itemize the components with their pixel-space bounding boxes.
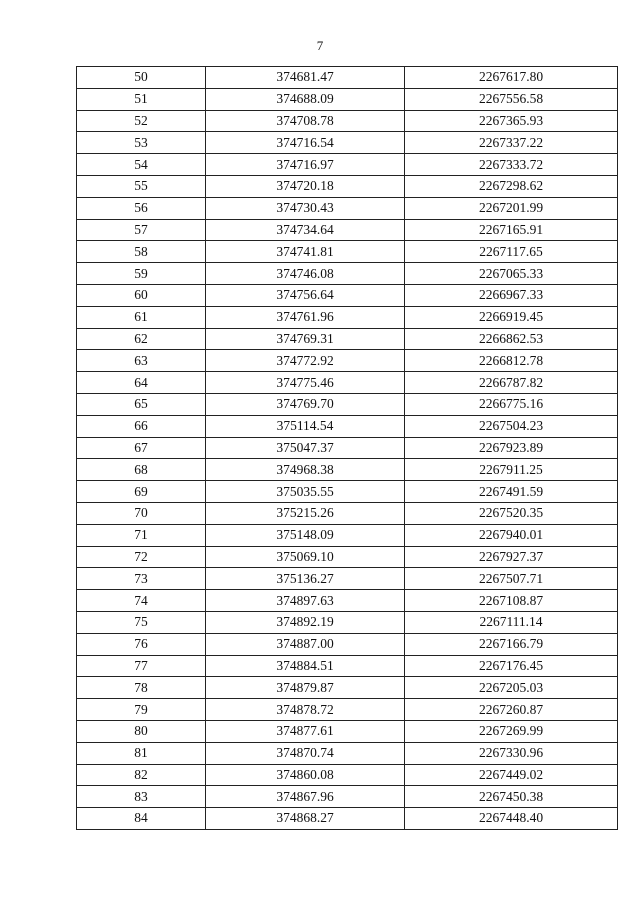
table-row	[77, 197, 618, 219]
table-row	[77, 110, 618, 132]
table-row	[77, 481, 618, 503]
table-row	[77, 132, 618, 154]
y-coordinate-cell: 2267911.25	[405, 459, 618, 481]
point-number-cell: 66	[77, 415, 206, 437]
table-row	[77, 808, 618, 830]
y-coordinate-cell: 2267333.72	[405, 154, 618, 176]
y-coordinate-cell: 2267507.71	[405, 568, 618, 590]
point-number-cell: 55	[77, 175, 206, 197]
point-number-cell: 60	[77, 284, 206, 306]
point-number-cell: 84	[77, 808, 206, 830]
x-coordinate-cell: 375114.54	[206, 415, 405, 437]
x-coordinate-cell: 374734.64	[206, 219, 405, 241]
x-coordinate-cell: 374772.92	[206, 350, 405, 372]
point-number-cell: 63	[77, 350, 206, 372]
table-row	[77, 88, 618, 110]
x-coordinate-cell: 375215.26	[206, 502, 405, 524]
x-coordinate-cell: 374708.78	[206, 110, 405, 132]
x-coordinate-cell: 374720.18	[206, 175, 405, 197]
x-coordinate-cell: 374968.38	[206, 459, 405, 481]
point-number-cell: 58	[77, 241, 206, 263]
x-coordinate-cell: 375069.10	[206, 546, 405, 568]
y-coordinate-cell: 2267269.99	[405, 720, 618, 742]
y-coordinate-cell: 2267330.96	[405, 742, 618, 764]
point-number-cell: 53	[77, 132, 206, 154]
y-coordinate-cell: 2267448.40	[405, 808, 618, 830]
y-coordinate-cell: 2267165.91	[405, 219, 618, 241]
x-coordinate-cell: 374870.74	[206, 742, 405, 764]
y-coordinate-cell: 2267449.02	[405, 764, 618, 786]
point-number-cell: 54	[77, 154, 206, 176]
point-number-cell: 61	[77, 306, 206, 328]
y-coordinate-cell: 2267491.59	[405, 481, 618, 503]
point-number-cell: 68	[77, 459, 206, 481]
x-coordinate-cell: 374892.19	[206, 611, 405, 633]
table-row	[77, 677, 618, 699]
table-row	[77, 263, 618, 285]
x-coordinate-cell: 374887.00	[206, 633, 405, 655]
x-coordinate-cell: 374897.63	[206, 590, 405, 612]
x-coordinate-cell: 374716.97	[206, 154, 405, 176]
point-number-cell: 59	[77, 263, 206, 285]
table-row	[77, 655, 618, 677]
x-coordinate-cell: 374868.27	[206, 808, 405, 830]
point-number-cell: 79	[77, 699, 206, 721]
y-coordinate-cell: 2266787.82	[405, 372, 618, 394]
x-coordinate-cell: 375148.09	[206, 524, 405, 546]
x-coordinate-cell: 374746.08	[206, 263, 405, 285]
table-row	[77, 502, 618, 524]
y-coordinate-cell: 2266812.78	[405, 350, 618, 372]
table-row	[77, 633, 618, 655]
table-row	[77, 393, 618, 415]
y-coordinate-cell: 2267923.89	[405, 437, 618, 459]
page-number: 7	[316, 38, 324, 53]
y-coordinate-cell: 2266775.16	[405, 393, 618, 415]
x-coordinate-cell: 374688.09	[206, 88, 405, 110]
table-row	[77, 175, 618, 197]
y-coordinate-cell: 2267111.14	[405, 611, 618, 633]
y-coordinate-cell: 2267927.37	[405, 546, 618, 568]
point-number-cell: 77	[77, 655, 206, 677]
x-coordinate-cell: 374884.51	[206, 655, 405, 677]
point-number-cell: 67	[77, 437, 206, 459]
y-coordinate-cell: 2267205.03	[405, 677, 618, 699]
point-number-cell: 82	[77, 764, 206, 786]
point-number-cell: 56	[77, 197, 206, 219]
table-row	[77, 786, 618, 808]
point-number-cell: 76	[77, 633, 206, 655]
y-coordinate-cell: 2267117.65	[405, 241, 618, 263]
point-number-cell: 57	[77, 219, 206, 241]
x-coordinate-cell: 374878.72	[206, 699, 405, 721]
table-row	[77, 154, 618, 176]
x-coordinate-cell: 375136.27	[206, 568, 405, 590]
y-coordinate-cell: 2267940.01	[405, 524, 618, 546]
point-number-cell: 71	[77, 524, 206, 546]
y-coordinate-cell: 2267337.22	[405, 132, 618, 154]
x-coordinate-cell: 375035.55	[206, 481, 405, 503]
table-row	[77, 350, 618, 372]
y-coordinate-cell: 2267520.35	[405, 502, 618, 524]
table-row	[77, 437, 618, 459]
y-coordinate-cell: 2266862.53	[405, 328, 618, 350]
point-number-cell: 70	[77, 502, 206, 524]
table-row	[77, 372, 618, 394]
table-row	[77, 699, 618, 721]
table-row	[77, 219, 618, 241]
y-coordinate-cell: 2267298.62	[405, 175, 618, 197]
x-coordinate-cell: 374761.96	[206, 306, 405, 328]
table-row	[77, 306, 618, 328]
y-coordinate-cell: 2266919.45	[405, 306, 618, 328]
point-number-cell: 62	[77, 328, 206, 350]
point-number-cell: 80	[77, 720, 206, 742]
y-coordinate-cell: 2267176.45	[405, 655, 618, 677]
x-coordinate-cell: 375047.37	[206, 437, 405, 459]
point-number-cell: 52	[77, 110, 206, 132]
table-row	[77, 415, 618, 437]
x-coordinate-cell: 374741.81	[206, 241, 405, 263]
x-coordinate-cell: 374681.47	[206, 67, 405, 89]
x-coordinate-cell: 374867.96	[206, 786, 405, 808]
point-number-cell: 78	[77, 677, 206, 699]
y-coordinate-cell: 2267065.33	[405, 263, 618, 285]
coordinates-table-body	[77, 67, 618, 830]
x-coordinate-cell: 374730.43	[206, 197, 405, 219]
y-coordinate-cell: 2267617.80	[405, 67, 618, 89]
table-row	[77, 284, 618, 306]
table-row	[77, 590, 618, 612]
point-number-cell: 83	[77, 786, 206, 808]
y-coordinate-cell: 2267365.93	[405, 110, 618, 132]
y-coordinate-cell: 2267201.99	[405, 197, 618, 219]
y-coordinate-cell: 2267260.87	[405, 699, 618, 721]
x-coordinate-cell: 374879.87	[206, 677, 405, 699]
x-coordinate-cell: 374769.31	[206, 328, 405, 350]
point-number-cell: 51	[77, 88, 206, 110]
point-number-cell: 50	[77, 67, 206, 89]
x-coordinate-cell: 374769.70	[206, 393, 405, 415]
table-row	[77, 459, 618, 481]
table-row	[77, 611, 618, 633]
table-row	[77, 241, 618, 263]
y-coordinate-cell: 2267556.58	[405, 88, 618, 110]
point-number-cell: 65	[77, 393, 206, 415]
point-number-cell: 64	[77, 372, 206, 394]
x-coordinate-cell: 374775.46	[206, 372, 405, 394]
y-coordinate-cell: 2267108.87	[405, 590, 618, 612]
table-row	[77, 568, 618, 590]
point-number-cell: 74	[77, 590, 206, 612]
x-coordinate-cell: 374860.08	[206, 764, 405, 786]
x-coordinate-cell: 374756.64	[206, 284, 405, 306]
point-number-cell: 69	[77, 481, 206, 503]
table-row	[77, 546, 618, 568]
y-coordinate-cell: 2267166.79	[405, 633, 618, 655]
y-coordinate-cell: 2267450.38	[405, 786, 618, 808]
point-number-cell: 75	[77, 611, 206, 633]
x-coordinate-cell: 374716.54	[206, 132, 405, 154]
point-number-cell: 81	[77, 742, 206, 764]
table-row	[77, 742, 618, 764]
y-coordinate-cell: 2266967.33	[405, 284, 618, 306]
point-number-cell: 73	[77, 568, 206, 590]
x-coordinate-cell: 374877.61	[206, 720, 405, 742]
table-row	[77, 720, 618, 742]
y-coordinate-cell: 2267504.23	[405, 415, 618, 437]
table-row	[77, 328, 618, 350]
point-number-cell: 72	[77, 546, 206, 568]
table-row	[77, 764, 618, 786]
coordinates-table	[76, 66, 618, 830]
table-row	[77, 67, 618, 89]
table-row	[77, 524, 618, 546]
